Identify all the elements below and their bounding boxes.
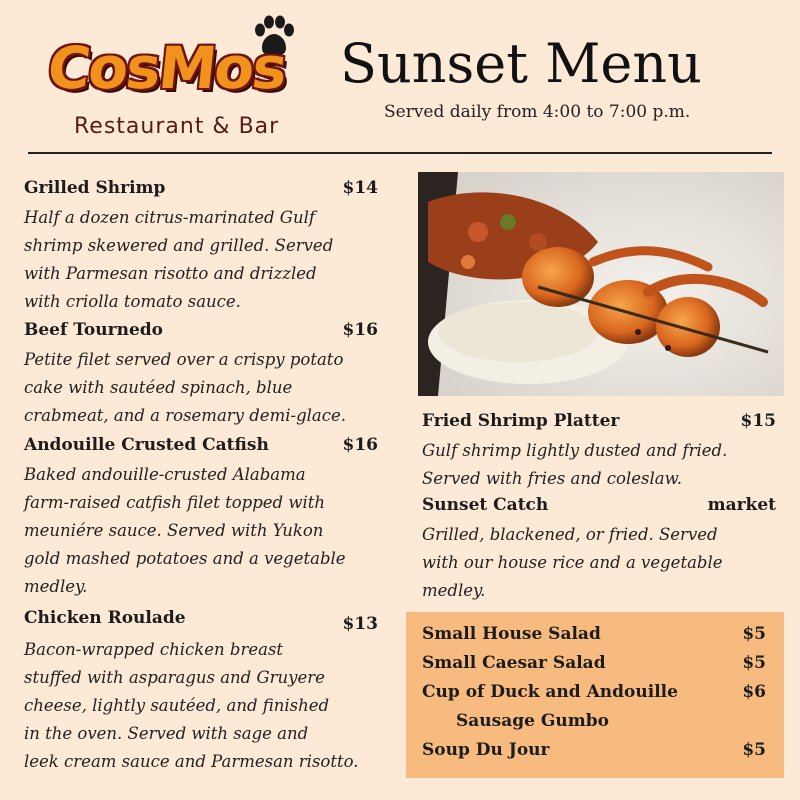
- sides-panel: [406, 612, 784, 778]
- item-description: Baked andouille-crusted Alabama farm-raised catfish filet topped with meuniére sauce. Served with Yukon gold mashed potatoes and a vegetable medley.: [24, 465, 346, 596]
- item-description: Gulf shrimp lightly dusted and fried. Served with fries and coleslaw.: [422, 441, 728, 488]
- side-item-name-continuation: Sausage Gumbo: [456, 711, 609, 731]
- item-price: $13: [342, 614, 378, 634]
- item-price: $14: [342, 178, 378, 198]
- menu-item: [24, 435, 378, 601]
- side-item: [422, 682, 766, 710]
- item-name: Fried Shrimp Platter: [422, 411, 620, 431]
- side-item: [422, 624, 766, 652]
- menu-item: [24, 608, 378, 776]
- side-item: [422, 653, 766, 681]
- side-item-name: Small House Salad: [422, 624, 601, 644]
- menu-item: [422, 495, 776, 605]
- logo-subtitle: Restaurant & Bar: [74, 114, 280, 139]
- item-name: Sunset Catch: [422, 495, 549, 515]
- item-description: Bacon-wrapped chicken breast stuffed with asparagus and Gruyere cheese, lightly sautéed, and finished in the oven. Served with sage and leek cream sauce and Parmesan risotto.: [24, 640, 359, 771]
- item-price: $16: [342, 320, 378, 340]
- grilled-shrimp-photo: [418, 172, 784, 396]
- item-price: $15: [740, 411, 776, 431]
- item-description: Grilled, blackened, or fried. Served with our house rice and a vegetable medley.: [422, 525, 723, 600]
- page-subtitle: Served daily from 4:00 to 7:00 p.m.: [384, 102, 691, 122]
- side-item-continuation: [422, 711, 766, 739]
- item-name: Chicken Roulade: [24, 608, 186, 628]
- side-item-price: $5: [742, 740, 766, 760]
- item-name: Andouille Crusted Catfish: [24, 435, 269, 455]
- side-item-name: Cup of Duck and Andouille: [422, 682, 678, 702]
- restaurant-logo: [44, 14, 324, 144]
- side-item-price: $6: [742, 682, 766, 702]
- side-item-price: $5: [742, 624, 766, 644]
- item-name: Grilled Shrimp: [24, 178, 166, 198]
- page-title: Sunset Menu: [340, 32, 702, 95]
- item-price: $16: [342, 435, 378, 455]
- menu-item: [422, 411, 776, 493]
- side-item-name: Small Caesar Salad: [422, 653, 606, 673]
- item-name: Beef Tournedo: [24, 320, 163, 340]
- menu-item: [24, 320, 378, 430]
- side-item: [422, 740, 766, 768]
- side-item-name: Soup Du Jour: [422, 740, 550, 760]
- side-item-price: $5: [742, 653, 766, 673]
- item-description: Petite filet served over a crispy potato cake with sautéed spinach, blue crabmeat, and a rosemary demi-glace.: [24, 350, 346, 425]
- item-description: Half a dozen citrus-marinated Gulf shrimp skewered and grilled. Served with Parmesan risotto and drizzled with criolla tomato sauce.: [24, 208, 334, 311]
- logo-wordmark: CosMos: [44, 34, 289, 102]
- item-price: market: [707, 495, 776, 515]
- header-divider: [28, 152, 772, 154]
- menu-item: [24, 178, 378, 316]
